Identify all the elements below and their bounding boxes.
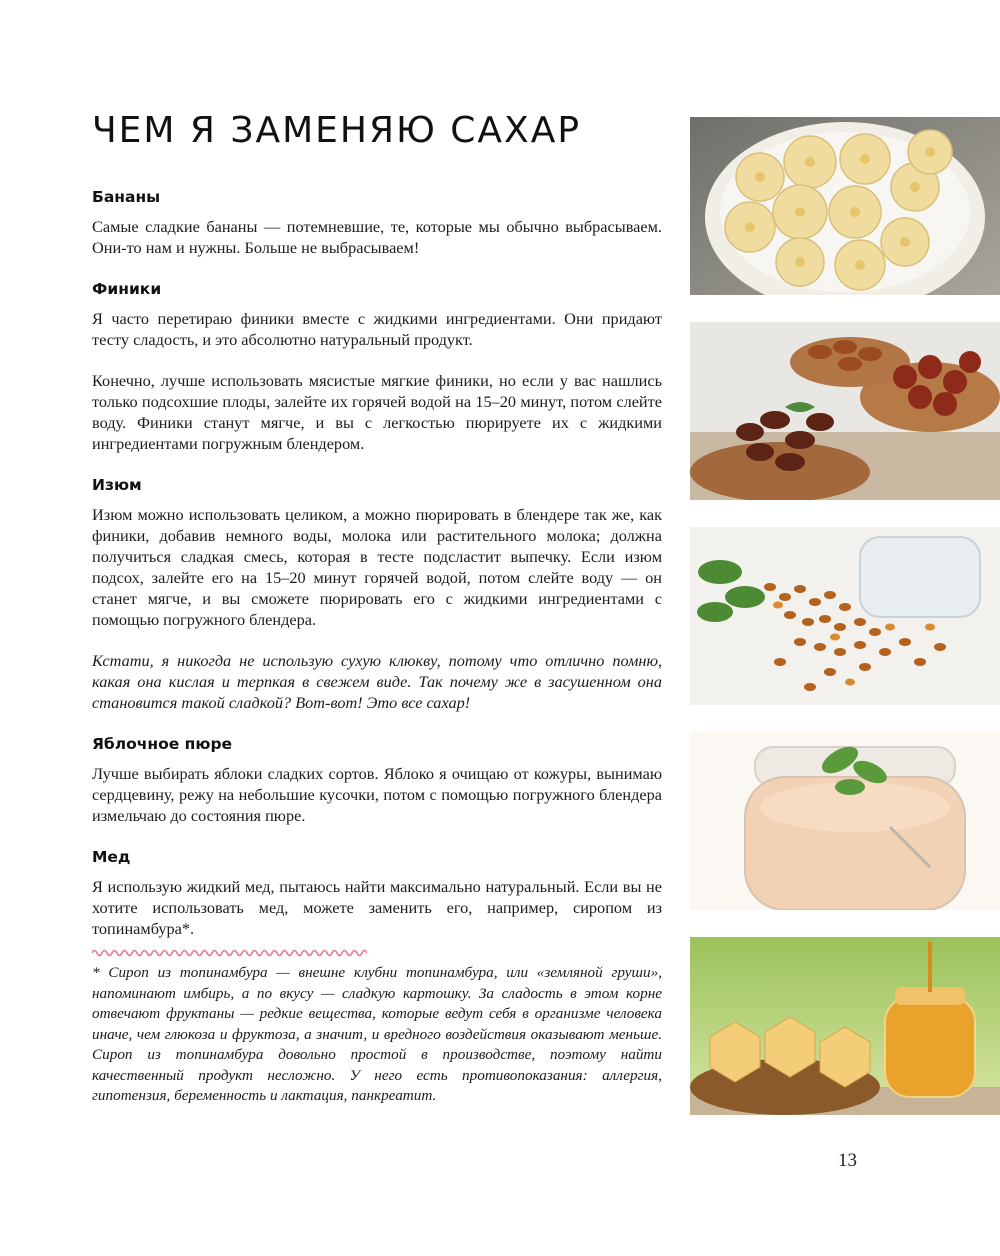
heading-honey: Мед bbox=[92, 848, 131, 866]
footnote: * Сироп из топинамбура — внешне клубни топинамбура, или «земляной груши», напоминают имбирь, а по вкусу — сладкую картошку. За сладость в этом корне отвечают фруктаны — редкие вещества, которые ведут себя в организме человека иначе, чем глюкоза и фруктоза, а значит, и вредного воздействия оказывают меньше. Сироп из топинамбура довольно простой в производстве, поэтому найти качественный продукт несложно. У него есть противопоказания: аллергия, гипотензия, беременность и лактация, панкреатит. bbox=[92, 964, 662, 1104]
paragraph: Самые сладкие бананы — потемневшие, те, которые мы обычно выбрасываем. Они-то нам и нужны. Больше не выбрасываем! bbox=[92, 217, 662, 257]
paragraph: Изюм можно использовать целиком, а можно пюрировать в блендере так же, как финики, добавив немного воды, молока или растительного молока; должна получиться сладкая смесь, которая в тесте подсластит выпечку. Если изюм подсох, залейте его на 15–20 минут горячей водой, потом слейте воду — он станет мягче, и вы сможете пюрировать его с жидкими ингредиентами с помощью погружного блендера. bbox=[92, 505, 662, 629]
heading-bananas: Бананы bbox=[92, 188, 161, 206]
apple-puree-jar-photo bbox=[690, 732, 1000, 910]
section-apple-puree bbox=[92, 735, 662, 826]
heading-apple-puree: Яблочное пюре bbox=[92, 735, 233, 753]
raisins-jar-photo bbox=[690, 527, 1000, 705]
decorative-wave-divider bbox=[92, 947, 367, 959]
paragraph: Я часто перетираю финики вместе с жидкими ингредиентами. Они придают тесту сладость, и это абсолютно натуральный продукт. bbox=[92, 309, 662, 349]
page-title: ЧЕМ Я ЗАМЕНЯЮ САХАР bbox=[92, 110, 582, 151]
section-dates bbox=[92, 280, 662, 454]
paragraph: Я использую жидкий мед, пытаюсь найти максимально натуральный. Если вы не хотите использовать мед, можете заменить его, например, сиропом из топинамбура*. bbox=[92, 877, 662, 938]
banana-slices-photo bbox=[690, 117, 1000, 295]
paragraph: Лучше выбирать яблоки сладких сортов. Яблоко я очищаю от кожуры, вынимаю сердцевину, режу на небольшие кусочки, потом с помощью погружного блендера измельчаю до состояния пюре. bbox=[92, 764, 662, 825]
honey-honeycomb-photo bbox=[690, 937, 1000, 1115]
main-text bbox=[92, 188, 662, 939]
section-honey bbox=[92, 848, 662, 939]
dates-bowls-photo bbox=[690, 322, 1000, 500]
heading-raisins: Изюм bbox=[92, 476, 142, 494]
side-note: Кстати, я никогда не использую сухую клюкву, потому что отлично помню, какая она кислая и терпкая в свежем виде. Так почему же в засушенном она становится такой сладкой? Вот-вот! Это все сахар! bbox=[92, 651, 662, 712]
heading-dates: Финики bbox=[92, 280, 162, 298]
paragraph: Конечно, лучше использовать мясистые мягкие финики, но если у вас нашлись только подсохшие плоды, залейте их горячей водой на 15–20 минут, потом слейте воду. Финики станут мягче, и вы с легкостью пюрируете их с жидкими ингредиентами погружным блендером. bbox=[92, 371, 662, 453]
page-number: 13 bbox=[838, 1150, 857, 1171]
section-raisins bbox=[92, 476, 662, 713]
section-bananas bbox=[92, 188, 662, 258]
